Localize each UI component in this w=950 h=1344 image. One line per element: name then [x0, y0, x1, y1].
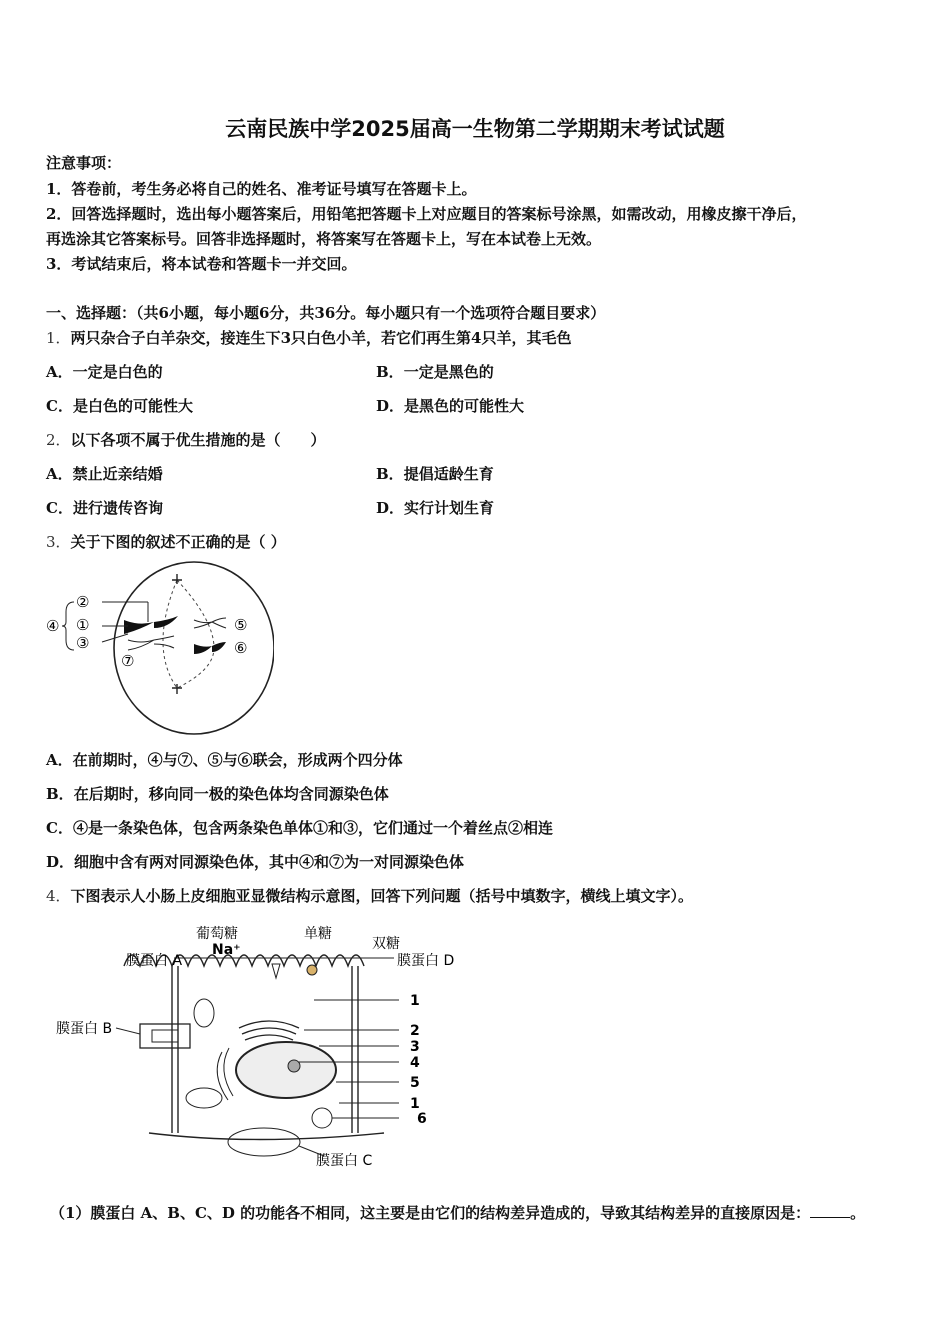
question-4: [46, 885, 693, 906]
question-1: [46, 327, 571, 348]
intestinal-cell-figure: [54, 918, 454, 1173]
sub-question-text: （1）膜蛋白 A、B、C、D 的功能各不相同，这主要是由它们的结构差异造成的，导致其结构差异的直接原因是：: [50, 1204, 811, 1222]
option-text: 在后期时，移向同一极的染色体均含同源染色体: [73, 785, 389, 803]
junction-protein: [152, 1030, 178, 1042]
option-letter: A．: [46, 363, 73, 381]
protein-d: [307, 965, 317, 975]
protein-c-region: [228, 1128, 300, 1156]
centriole: [172, 684, 182, 694]
label-3: 3: [410, 1039, 420, 1055]
label-6: 6: [417, 1111, 427, 1127]
option-text: 细胞中含有两对同源染色体，其中④和⑦为一对同源染色体: [74, 853, 465, 871]
label-5: 5: [410, 1075, 420, 1091]
option-text: 进行遗传咨询: [72, 499, 163, 517]
question-2: [46, 429, 326, 450]
number: 3: [280, 329, 291, 347]
option-text: 一定是黑色的: [403, 363, 494, 381]
option-text: 实行计划生育: [404, 499, 495, 517]
label-protein-a: 膜蛋白 A: [126, 953, 183, 969]
junction: [140, 1024, 190, 1048]
label-protein-b: 膜蛋白 B: [56, 1021, 113, 1037]
label-7: ⑦: [121, 652, 135, 670]
lysosome: [312, 1108, 332, 1128]
chromosome-7: [154, 636, 174, 648]
label-protein-c: 膜蛋白 C: [316, 1153, 373, 1169]
question-number: 4．: [46, 887, 71, 905]
chromosome-4: [124, 620, 154, 634]
chromosome-7: [128, 640, 154, 650]
question-stem: 只羊，其毛色: [481, 329, 572, 347]
option-a[interactable]: [46, 361, 163, 382]
label-2: ②: [76, 593, 90, 611]
sub-question-end: 。: [850, 1204, 866, 1222]
centriole: [172, 574, 182, 584]
option-text: 一定是白色的: [72, 363, 163, 381]
er: [217, 1048, 233, 1100]
label-1b: 1: [410, 1096, 420, 1112]
option-text: 是白色的可能性大: [72, 397, 193, 415]
meiosis-figure: [44, 560, 274, 740]
question-stem: 只白色小羊，若它们再生第: [291, 329, 472, 347]
number: 4: [471, 329, 482, 347]
label-1: 1: [410, 993, 420, 1009]
option-a[interactable]: [46, 749, 403, 770]
page-title: 云南民族中学2025届高一生物第二学期期末考试试题: [225, 117, 725, 141]
option-letter: A．: [46, 465, 73, 483]
question-number: 3．: [46, 533, 71, 551]
notice-item: 2．回答选择题时，选出每小题答案后，用铅笔把答题卡上对应题目的答案标号涂黑，如需改动，用橡皮擦干净后，: [46, 205, 807, 223]
option-letter: B．: [46, 785, 74, 803]
option-letter: D．: [376, 499, 405, 517]
golgi: [239, 1021, 299, 1040]
mitochondrion: [186, 1088, 222, 1108]
spindle-line: [177, 580, 214, 688]
question-number: 1．: [46, 329, 71, 347]
protein-a: [272, 964, 280, 978]
option-b[interactable]: [46, 783, 389, 804]
label-5: ⑤: [234, 616, 248, 634]
chromosome-6: [194, 642, 226, 654]
nucleolus: [288, 1060, 300, 1072]
label-4: ④: [46, 617, 60, 635]
label-1: ①: [76, 616, 90, 634]
option-c[interactable]: [46, 497, 163, 518]
option-d[interactable]: [46, 851, 464, 872]
spindle-line: [163, 580, 177, 688]
question-stem: 以下各项不属于优生措施的是（ ）: [70, 431, 326, 449]
sub-question-1: [50, 1202, 865, 1223]
mitochondrion: [194, 999, 214, 1027]
question-number: 2．: [46, 431, 71, 449]
question-stem: 下图表示人小肠上皮细胞亚显微结构示意图，回答下列问题（括号中填数字，横线上填文字）。: [70, 887, 694, 905]
label-na: Na⁺: [212, 942, 241, 958]
nucleus: [236, 1042, 336, 1098]
notice-item: 3．考试结束后，将本试卷和答题卡一并交回。: [46, 255, 357, 273]
option-letter: C．: [46, 499, 73, 517]
option-c[interactable]: [46, 395, 193, 416]
option-letter: A．: [46, 751, 73, 769]
option-letter: B．: [376, 363, 404, 381]
label-2: 2: [410, 1023, 420, 1039]
option-d[interactable]: [376, 395, 524, 416]
label-disaccharide: 双糖: [372, 936, 400, 952]
basal-membrane: [149, 1133, 384, 1140]
option-d[interactable]: [376, 497, 494, 518]
notice-item: 1．答卷前，考生务必将自己的姓名、准考证号填写在答题卡上。: [46, 180, 477, 198]
option-letter: D．: [46, 853, 75, 871]
option-text: 提倡适龄生育: [403, 465, 494, 483]
chromosome-5: [194, 618, 226, 628]
option-b[interactable]: [376, 361, 494, 382]
option-letter: C．: [46, 819, 73, 837]
notice-item: 再选涂其它答案标号。回答非选择题时，将答案写在答题卡上，写在本试卷上无效。: [46, 230, 602, 248]
option-text: 在前期时，④与⑦、⑤与⑥联会，形成两个四分体: [72, 751, 403, 769]
pointer-line: [116, 1028, 140, 1034]
option-c[interactable]: [46, 817, 553, 838]
option-a[interactable]: [46, 463, 163, 484]
question-3: [46, 531, 286, 552]
notice-heading: 注意事项：: [46, 154, 122, 172]
question-stem: 关于下图的叙述不正确的是（ ）: [70, 533, 286, 551]
option-text: ④是一条染色体，包含两条染色单体①和③，它们通过一个着丝点②相连: [72, 819, 553, 837]
answer-blank[interactable]: [810, 1203, 850, 1218]
option-letter: D．: [376, 397, 405, 415]
section-heading: 一、选择题：（共6小题，每小题6分，共36分。每小题只有一个选项符合题目要求）: [46, 304, 606, 322]
option-text: 是黑色的可能性大: [404, 397, 525, 415]
option-text: 禁止近亲结婚: [72, 465, 163, 483]
chromosome-4: [154, 616, 178, 628]
label-glucose: 葡萄糖: [196, 926, 238, 942]
option-letter: B．: [376, 465, 404, 483]
label-monosaccharide: 单糖: [304, 926, 332, 942]
label-protein-d: 膜蛋白 D: [397, 953, 454, 969]
option-b[interactable]: [376, 463, 494, 484]
bracket: [62, 602, 74, 650]
label-6: ⑥: [234, 639, 248, 657]
label-4: 4: [410, 1055, 420, 1071]
option-letter: C．: [46, 397, 73, 415]
label-3: ③: [76, 634, 90, 652]
question-stem: 两只杂合子白羊杂交，接连生下: [70, 329, 281, 347]
